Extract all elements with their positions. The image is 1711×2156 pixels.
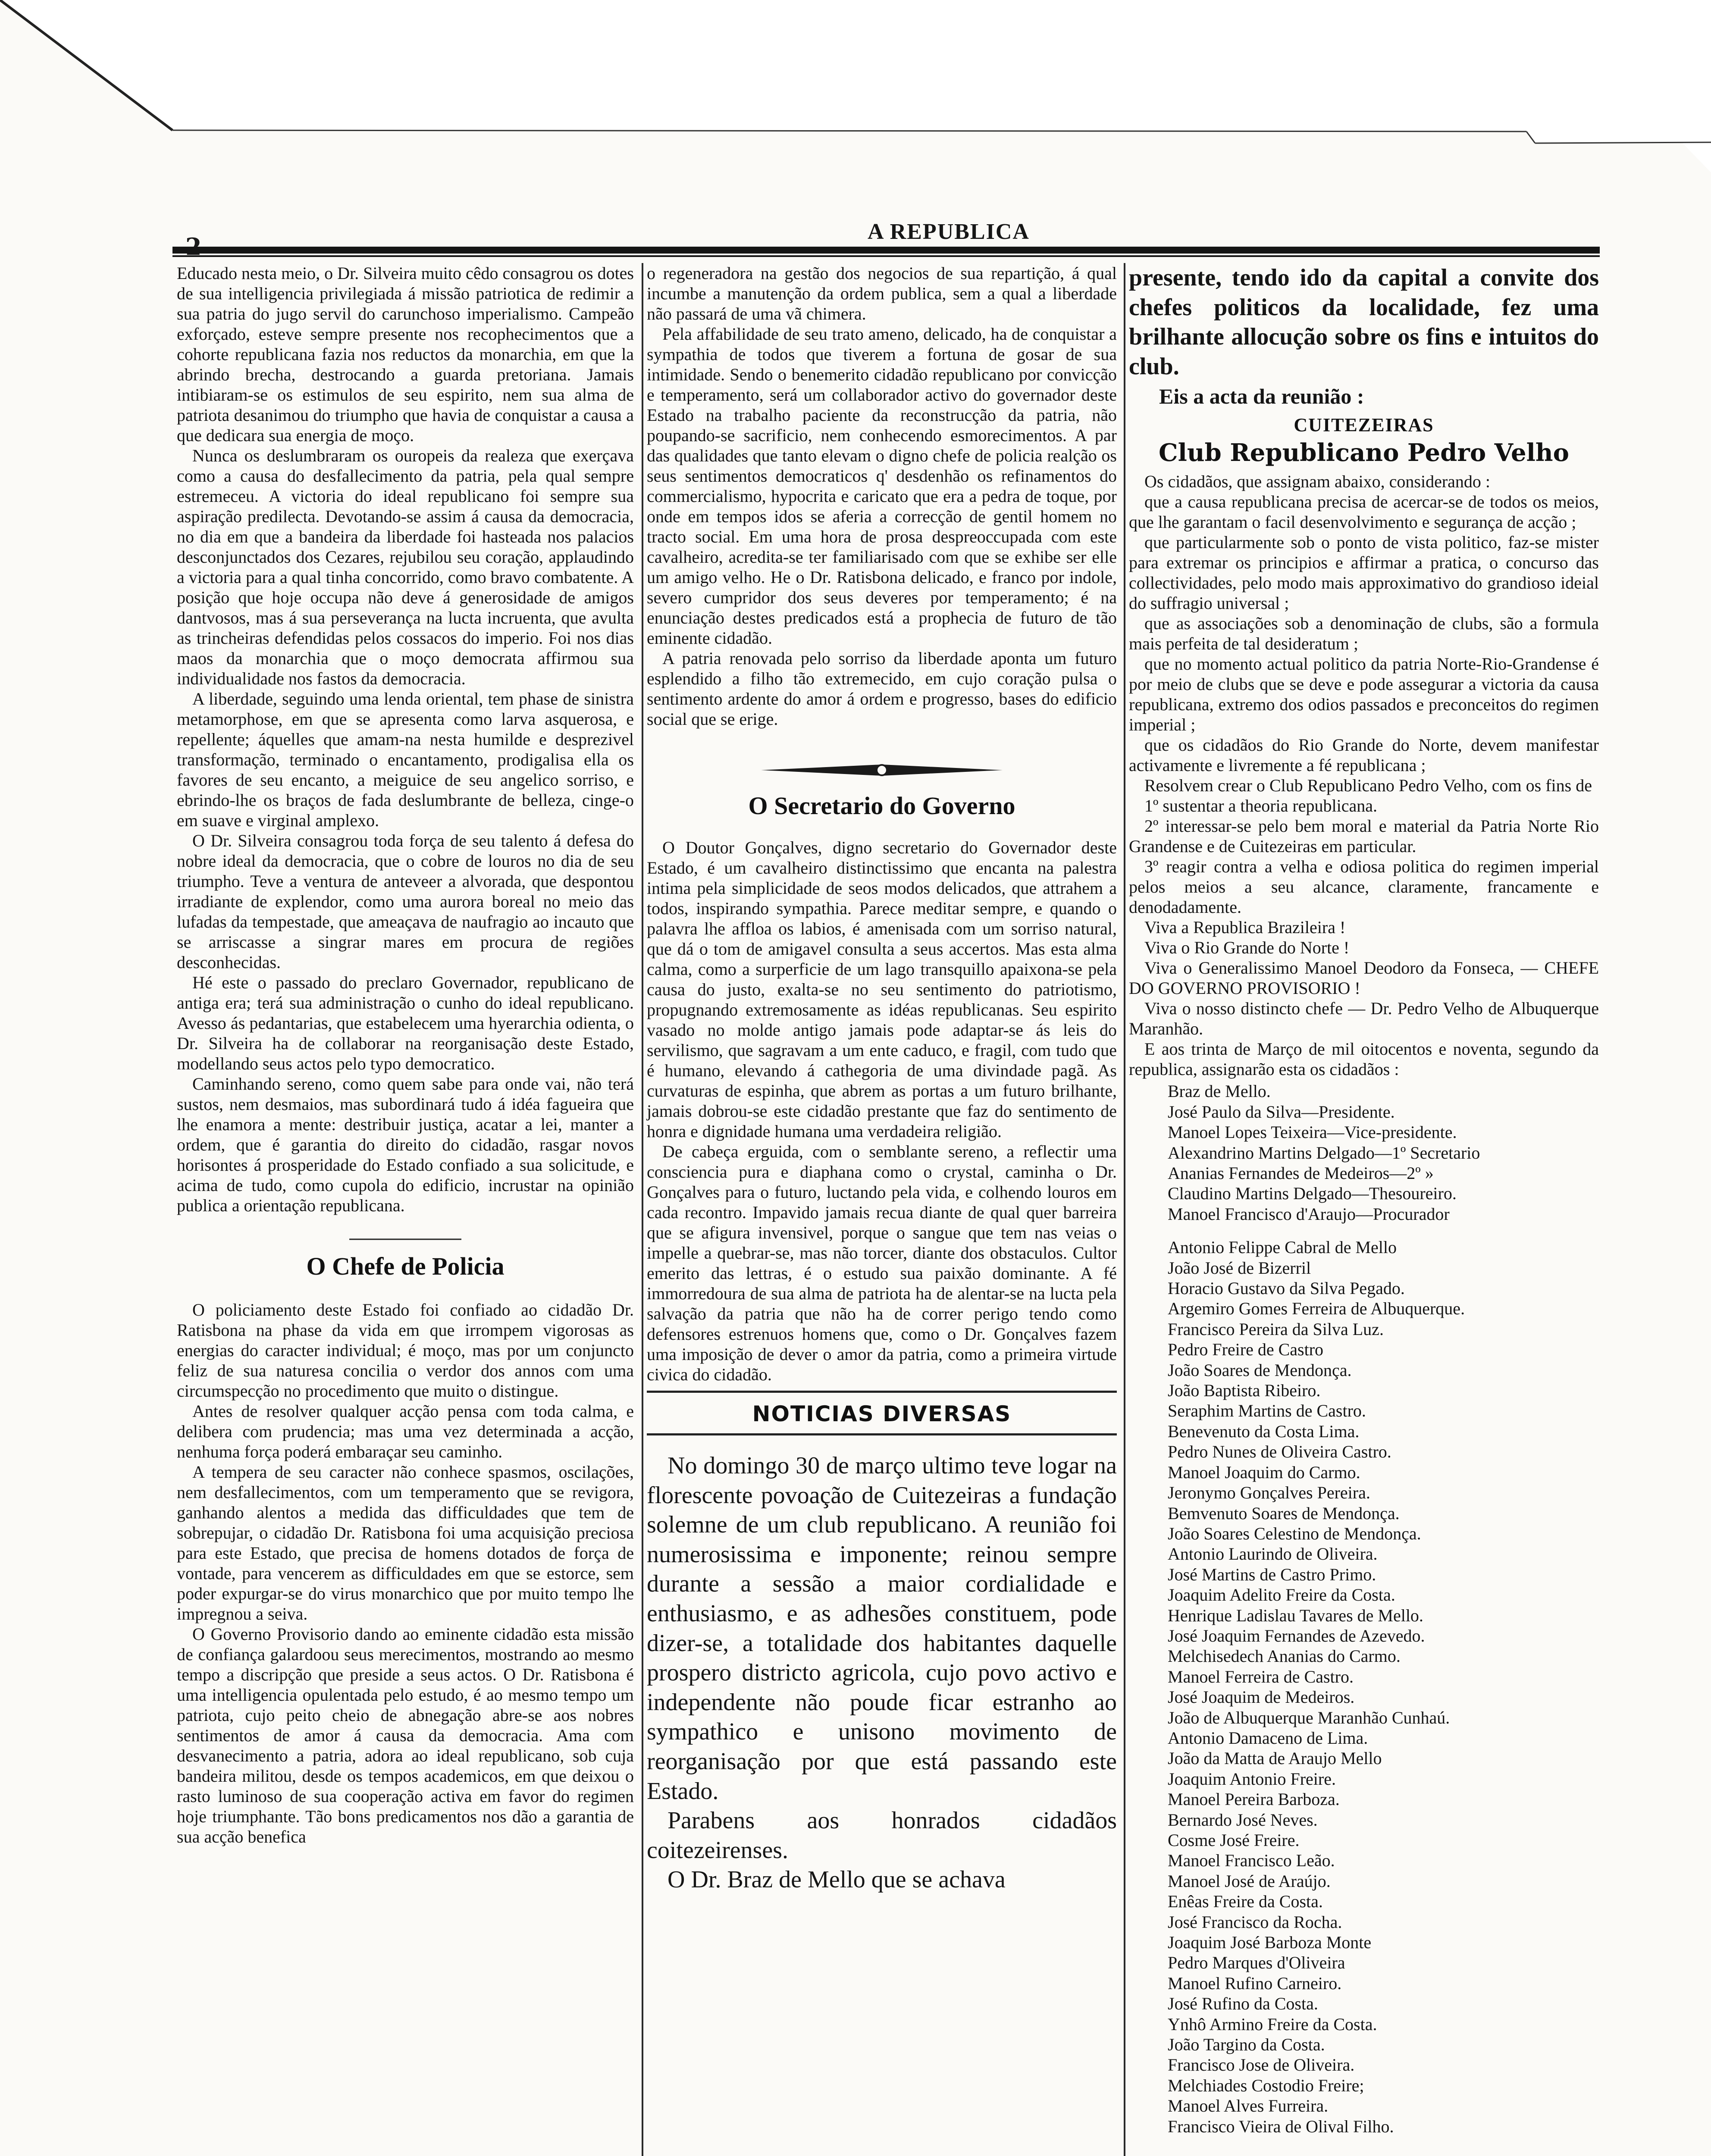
list-item: João José de Bizerril — [1168, 1258, 1311, 1278]
paragraph: Viva o nosso distincto chefe — Dr. Pedro Velho de Albuquerque Maranhão. — [1129, 999, 1599, 1039]
header-rule-thin — [172, 255, 1600, 257]
officers-list — [1129, 1081, 1599, 1224]
place-name: CUITEZEIRAS — [1294, 414, 1434, 436]
list-item: Enêas Freire da Costa. — [1168, 1892, 1323, 1912]
header-rule — [172, 247, 1600, 254]
list-item: Jeronymo Gonçalves Pereira. — [1168, 1483, 1370, 1503]
paragraph: Nunca os deslumbraram os ouropeis da realeza que exerçava como a causa do desfallecimento da patria, pela qual sempre estremeceu. A victoria do ideal republicano foi sempre sua aspiração predilecta. Devotando-se assim á causa da democracia, no dia em que a bandeira da liberdade foi hasteada nos palacios desconjunctados dos Cezares, rejubilou seu coração, applaudindo a victoria para a qual tinha concorrido, como bravo combatente. A posição que hoje occupa não deve á generosidade de amigos dantvosos, mas á sua perseverança na lucta incruenta, que avulta as trincheiras defendidas pelos cossacos do imperio. Foi nos dias maos da monarchia que o moço democrata affirmou sua individualidade nos fastos da democracia. — [177, 446, 634, 688]
paragraph: 3º reagir contra a velha e odiosa politica do regimen imperial pelos meios a seu alcance, claramente, francamente e denodadamente. — [1129, 857, 1599, 917]
paragraph: Hé este o passado do preclaro Governador, republicano de antiga era; terá sua administração o cunho do ideal republicano. Avesso ás pedantarias, que estabelecem uma hyerarchia odienta, o Dr. Silveira ha de collaborar na reorganisação deste Estado, modellando seus actos pelo typo democratico. — [177, 973, 634, 1073]
list-item: Manoel Francisco d'Araujo—Procurador — [1168, 1204, 1450, 1224]
paragraph: que particularmente sob o ponto de vista politico, faz-se mister para extremar os principios e affirmar a pratica, o concurso das collectividades, pelo modo mais approximativo do grandioso ideial do suffragio universal ; — [1129, 533, 1599, 613]
paragraph: O Governo Provisorio dando ao eminente cidadão esta missão de confiança galardoou seus merecimentos, mostrando ao mesmo tempo a discripção que preside a seus actos. O Dr. Ratisbona é uma intelligencia opulentada pelo estudo, é ao mesmo tempo um patriota, cujo peito cheio de abnegação abre-se aos nobres sentimentos de amor á causa da democracia. Ama com desvanecimento a patria, adora ao ideal republicano, sob cuja bandeira militou, desde os tempos academicos, em que deixou o rasto luminoso de sua cooperação activa em favor do regimen hoje triumphante. Tão bons predicamentos nos dão a garantia de sua acção benefica — [177, 1624, 634, 1846]
list-item: Pedro Marques d'Oliveira — [1168, 1953, 1345, 1973]
column-2 — [647, 263, 1117, 1895]
notices-body — [647, 1451, 1117, 1895]
list-item: João de Albuquerque Maranhão Cunhaú. — [1168, 1708, 1450, 1727]
paragraph: Caminhando sereno, como quem sabe para onde vai, não terá sustos, nem desmaios, mas subordinará tudo á idéa fagueira que lhe enamora a mente: destribuir justiça, acatar a lei, manter a ordem, que é garantia do direito do cidadão, rasgar novos horisontes á prosperidade do Estado confiado a sua solicitude, e acima de tudo, como cupola do edificio, incrustar na opinião publica a orientação republicana. — [177, 1074, 634, 1215]
section-title: O Chefe de Policia — [306, 1252, 505, 1280]
list-item: Antonio Felippe Cabral de Mello — [1168, 1238, 1397, 1257]
column-divider-1 — [642, 263, 643, 2156]
list-item: Melchiades Costodio Freire; — [1168, 2075, 1364, 2095]
section-title: O Secretario do Governo — [748, 792, 1015, 820]
paragraph: Parabens aos honrados cidadãos coitezeirenses. — [647, 1807, 1117, 1864]
paragraph: Os cidadãos, que assignam abaixo, considerando : — [1144, 472, 1491, 492]
list-item: Henrique Ladislau Tavares de Mello. — [1168, 1605, 1423, 1625]
list-item: José Martins de Castro Primo. — [1168, 1564, 1376, 1584]
paragraph: E aos trinta de Março de mil oitocentos e noventa, segundo da republica, assignarão esta os cidadãos : — [1129, 1039, 1599, 1079]
lead-text — [1129, 263, 1599, 381]
newspaper-title: A REPUBLICA — [868, 219, 1030, 244]
list-item: Manoel Rufino Carneiro. — [1168, 1973, 1342, 1993]
list-item: João da Matta de Araujo Mello — [1168, 1749, 1382, 1768]
paragraph: que as associações sob a denominação de clubs, são a formula mais perfeita de tal desideratum ; — [1129, 614, 1599, 654]
list-item: Manoel Lopes Teixeira—Vice-presidente. — [1168, 1122, 1457, 1142]
list-item: Joaquim José Barboza Monte — [1168, 1933, 1372, 1952]
paragraph: presente, tendo ido da capital a convite dos chefes politicos da localidade, fez uma brilhante allocução sobre os fins e intuitos do club. — [1129, 264, 1599, 380]
list-item: José Joaquim de Medeiros. — [1168, 1687, 1355, 1707]
list-item: Manoel Alves Furreira. — [1168, 2096, 1329, 2116]
paragraph: Viva o Rio Grande do Norte ! — [1144, 938, 1350, 958]
list-item: Argemiro Gomes Ferreira de Albuquerque. — [1168, 1299, 1465, 1319]
paragraph: que no momento actual politico da patria Norte-Rio-Grandense é por meio de clubs que se deve e pode assegurar a victoria da causa republicana, extremo dos odios passados e preconceitos do regimen imperial ; — [1129, 654, 1599, 735]
paragraph: o regeneradora na gestão dos negocios de sua repartição, á qual incumbe a manutenção da ordem publica, sem a qual a liberdade não passará de uma vã chimera. — [647, 263, 1117, 323]
paragraph: Viva a Republica Brazileira ! — [1144, 918, 1346, 937]
list-item: Alexandrino Martins Delgado—1º Secretario — [1168, 1143, 1480, 1163]
list-item: Braz de Mello. — [1168, 1081, 1271, 1101]
list-item: Horacio Gustavo da Silva Pegado. — [1168, 1279, 1405, 1298]
torn-corner — [0, 0, 1711, 172]
minutes-title: Eis a acta da reunião : — [1159, 384, 1364, 409]
paragraph: Pela affabilidade de seu trato ameno, delicado, ha de conquistar a sympathia de todos que tiverem a fortuna de gosar de sua intimidade. Sendo o benemerito cidadão republicano por convicção e temperamento, será um collaborador activo do governador deste Estado na trabalho paciente da reconstrucção da patria, não poupando-se sacrificio, nem conhecendo esmorecimentos. A par das qualidades que tanto elevam o digno chefe de policia realção os seus sentimentos democraticos q' desdenhão os refinamentos do commercialismo, hypocrita e caricato que era a pedra de toque, por onde em tempos idos se aferia a correcção de gentil homem no tracto social. Em uma hora de prosa despreoccupada com este cavalheiro, acredita-se ter familiarisado com que se exhibe ser elle um amigo velho. He o Dr. Ratisbona delicado, e franco por indole, severo cumpridor dos seus deveres por temperamento; é na enunciação destes predicados está a prophecia de futuro de tão eminente cidadão. — [647, 324, 1117, 648]
list-item: João Targino da Costa. — [1168, 2035, 1325, 2055]
paragraph: Educado nesta meio, o Dr. Silveira muito cêdo consagrou os dotes de sua intelligencia privilegiada á missão patriotica de redimir a sua patria do jugo servil do carunchoso imperialismo. Campeão exforçado, esteve sempre presente nos recophecimentos que a cohorte republicana fazia nos reductos da monarchia, em que la abrindo brecha, destrocando a guarda pretoriana. Jamais intibiaram-se os estimulos de seu espirito, nem sua alma de patriota desanimou do triumpho que havia de conquistar a causa a que dedicara sua energia de moço. — [177, 263, 634, 445]
section-ornament — [761, 755, 1003, 785]
list-item: Ananias Fernandes de Medeiros—2º » — [1168, 1163, 1434, 1183]
list-item: José Rufino da Costa. — [1168, 1994, 1318, 2014]
paragraph: A patria renovada pelo sorriso da liberdade aponta um futuro esplendido a filho tão extremecido, em cujo coração pulsa o sentimento ardente do amor á ordem e progresso, bases do edificio social que se erige. — [647, 649, 1117, 729]
list-item: José Joaquim Fernandes de Azevedo. — [1168, 1626, 1425, 1645]
list-item: Cosme José Freire. — [1168, 1830, 1300, 1850]
paragraph: O Dr. Silveira consagrou toda força de seu talento á defesa do nobre ideal da democracia, que o cobre de louros no dia de seu triumpho. Teve a ventura de anteveer a alvorada, que despontou irradiante de explendor, como uma aurora boreal no meio das lufadas da tempestade, que ameaçava de naufragio ao incauto que se arriscasse a singrar mares em procura de regiões desconhecidas. — [177, 831, 634, 972]
paragraph: que os cidadãos do Rio Grande do Norte, devem manifestar activamente e livremente a fé republicana ; — [1129, 735, 1599, 775]
list-item: Antonio Laurindo de Oliveira. — [1168, 1544, 1378, 1564]
club-title: Club Republicano Pedro Velho — [1159, 439, 1569, 467]
list-item: João Baptista Ribeiro. — [1168, 1381, 1321, 1401]
paragraph: Viva o Generalissimo Manoel Deodoro da Fonseca, — CHEFE DO GOVERNO PROVISORIO ! — [1129, 958, 1599, 998]
list-item: Pedro Nunes de Oliveira Castro. — [1168, 1442, 1391, 1462]
list-item: Manoel Pereira Barboza. — [1168, 1789, 1340, 1809]
list-item: Francisco Jose de Oliveira. — [1168, 2055, 1355, 2075]
list-item: Bemvenuto Soares de Mendonça. — [1168, 1503, 1400, 1523]
list-item: Bernardo José Neves. — [1168, 1810, 1318, 1830]
list-item: Francisco Vieira de Olival Filho. — [1168, 2116, 1394, 2136]
list-item: Joaquim Antonio Freire. — [1168, 1769, 1336, 1789]
paragraph: que a causa republicana precisa de acercar-se de todos os meios, que lhe garantam o facil desenvolvimento e segurança de acção ; — [1129, 492, 1599, 532]
paragraph: 2º interessar-se pelo bem moral e material da Patria Norte Rio Grandense e de Cuitezeiras em particular. — [1129, 816, 1599, 856]
paragraph: O policiamento deste Estado foi confiado ao cidadão Dr. Ratisbona na phase da vida em que irrompem vigorosas as energias do caracter individual; é moço, mas por um conjuncto feliz de sua naturesa concilia o verdor dos annos com uma circumspecção no procedimento que muito o distingue. — [177, 1300, 634, 1401]
paragraph: A liberdade, seguindo uma lenda oriental, tem phase de sinistra metamorphose, em que se apresenta como larva asquerosa, e repellente; áquelles que amam-na nesta humilde e desprezivel transformação, terminado o encantamento, prodigalisa ella os favores de seu encanto, a meiguice de seu angelico sorriso, e ebrindo-lhe os braços de fada deslumbrante de belleza, cinge-o em suave e virginal amplexo. — [177, 689, 634, 830]
paragraph: A tempera de seu caracter não conhece spasmos, oscilações, nem desfallecimentos, com um temperamento que se revigora, ganhando alentos a medida das difficuldades que tem de sobrepujar, o cidadão Dr. Ratisbona foi uma acquisição preciosa para este Estado, que precisa de homens dotados de força de vontade, para vencerem as difficuldades em que se estorce, sem poder expurgar-se do virus monarchico que por muito tempo lhe impregnou a seiva. — [177, 1462, 634, 1623]
list-item: Benevenuto da Costa Lima. — [1168, 1421, 1360, 1441]
notices-heading: NOTICIAS DIVERSAS — [647, 1391, 1117, 1435]
list-item: José Paulo da Silva—Presidente. — [1168, 1102, 1395, 1122]
paragraph: De cabeça erguida, com o semblante sereno, a reflectir uma consciencia pura e diaphana como o crystal, caminha o Dr. Gonçalves para o futuro, luctando pela vida, e colhendo louros em cada recontro. Impavido jamais recua diante de qual quer barreira que se afigura invensivel, porque o sangue que tem nas veias o impelle a quebrar-se, mas não torcer, diante dos obstaculos. Cultor emerito das lettras, é o estudo sua paixão dominante. A fé immorredoura de sua alma de patriota ha de alentar-se na lucta pela salvação da patria que não ha de correr perigo tendo como defensores estrenuos homens que, como o Dr. Gonçalves fazem uma imposição de dever o amor da patria, como a primeira virtude civica do cidadão. — [647, 1142, 1117, 1384]
section-rule-ornament — [349, 1233, 461, 1246]
paragraph: Antes de resolver qualquer acção pensa com toda calma, e delibera com prudencia; mas uma vez determinada a acção, nenhuma força poderá embaraçar seu caminho. — [177, 1401, 634, 1461]
list-item: Joaquim Adelito Freire da Costa. — [1168, 1585, 1395, 1605]
paragraph: O Doutor Gonçalves, digno secretario do Governador deste Estado, é um cavalheiro distinctissimo que encanta na palestra intima pela simplicidade de seos modos delicados, que attrahem a todos, inspirando sympathia. Parece meditar sempre, e quando o palavra lhe affloa os labios, é amenisada com um sorriso natural, que dá o tom de amigavel consulta a seus accertos. Mas esta alma calma, como a surperficie de um lago transquillo apaixona-se pela causa do justo, exalta-se no seu sentimento do patriotismo, propugnando extremosamente as idéas republicanas. Seu espirito vasado no molde antigo jamais pode adaptar-se ás leis do servilismo, que sagravam a um ente caduco, e fragil, com tudo que é humano, elevando á cathegoria de uma divindade pagã. As curvaturas de espinha, que abrem as portas a um futuro brilhante, jamais dobrou-se este cidadão prestante que faz do sentimento de honra e dignidade humana uma verdadeira religião. — [647, 838, 1117, 1141]
list-item: Antonio Damaceno de Lima. — [1168, 1728, 1368, 1748]
list-item: Ynhô Armino Freire da Costa. — [1168, 2014, 1377, 2034]
list-item: Claudino Martins Delgado—Thesoureiro. — [1168, 1184, 1457, 1203]
list-item: João Soares Celestino de Mendonça. — [1168, 1523, 1421, 1543]
list-item: Manoel José de Araújo. — [1168, 1871, 1331, 1891]
paragraph: No domingo 30 de março ultimo teve logar na florescente povoação de Cuitezeiras a fundação solemne de um club republicano. A reunião foi numerosissima e imponente; reinou sempre durante a sessão a maior cordialidade e enthusiasmo, e as adhesões constituem, pode dizer-se, a totalidade dos habitantes daquelle prospero districto agricola, cujo povo activo e independente não poude ficar estranho ao sympathico e unisono movimento de reorganisação por que está passando este Estado. — [647, 1452, 1117, 1805]
paragraph: Resolvem crear o Club Republicano Pedro Velho, com os fins de — [1144, 776, 1592, 796]
members-list — [1129, 1237, 1599, 2137]
list-item: Melchisedech Ananias do Carmo. — [1168, 1646, 1401, 1666]
list-item: Francisco Pereira da Silva Luz. — [1168, 1319, 1384, 1339]
list-item: Seraphim Martins de Castro. — [1168, 1401, 1366, 1421]
list-item: Manoel Joaquim do Carmo. — [1168, 1462, 1360, 1482]
list-item: Manoel Ferreira de Castro. — [1168, 1667, 1354, 1686]
list-item: José Francisco da Rocha. — [1168, 1912, 1342, 1932]
list-item: Manoel Francisco Leão. — [1168, 1851, 1335, 1871]
paragraph: 1º sustentar a theoria republicana. — [1144, 796, 1377, 816]
column-3 — [1129, 263, 1599, 2137]
list-item: Pedro Freire de Castro — [1168, 1340, 1324, 1360]
column-divider-2 — [1124, 263, 1125, 2156]
paragraph: O Dr. Braz de Mello que se achava — [667, 1866, 1006, 1893]
column-1 — [177, 263, 634, 1847]
list-item: João Soares de Mendonça. — [1168, 1360, 1352, 1380]
